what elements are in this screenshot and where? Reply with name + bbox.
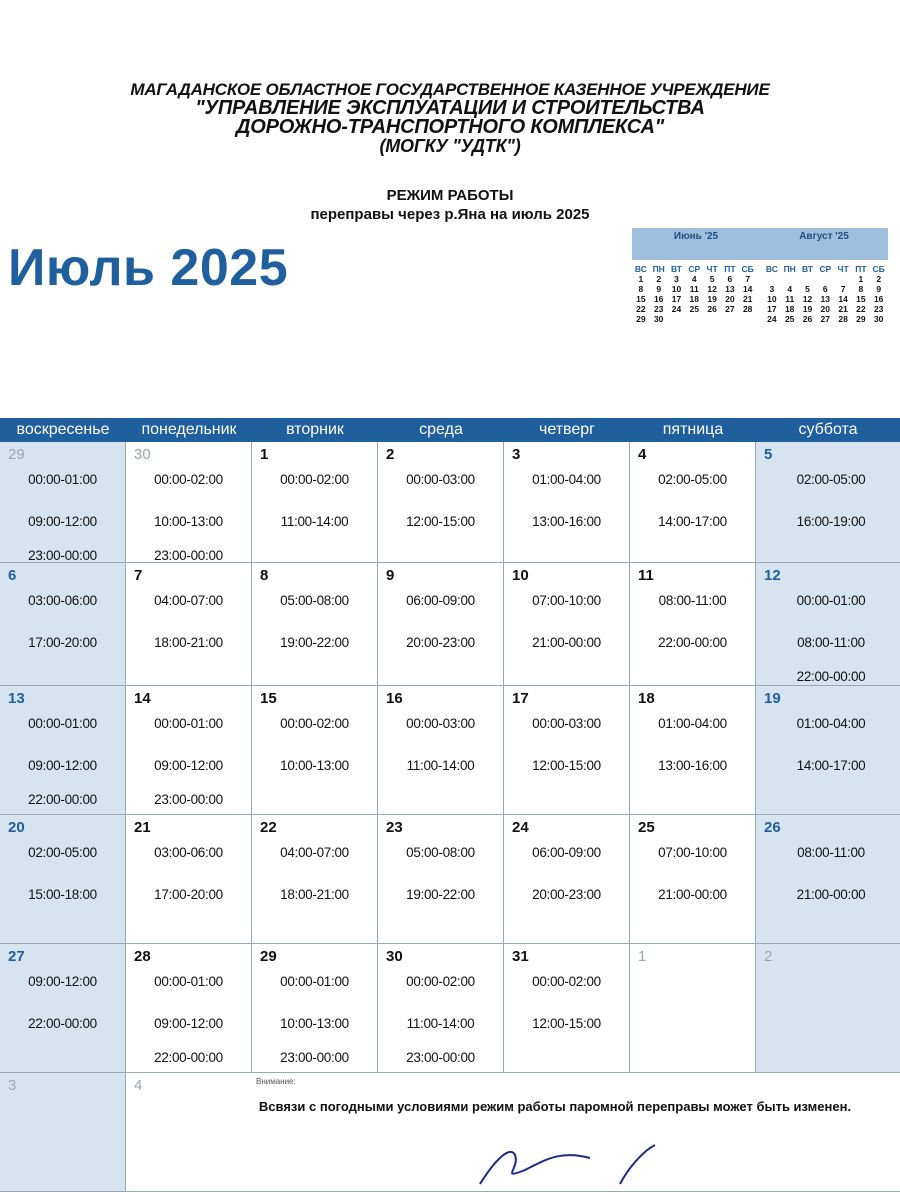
time-slot: 10:00-13:00 <box>280 1016 349 1031</box>
day-number: 10 <box>512 567 529 584</box>
mini-day <box>721 314 739 324</box>
mini-day <box>816 274 834 284</box>
time-slot: 00:00-01:00 <box>154 974 223 989</box>
time-slot: 00:00-02:00 <box>280 472 349 487</box>
day-cell <box>126 944 252 1072</box>
time-slot: 13:00-16:00 <box>658 758 727 773</box>
weekday-1: понедельник <box>141 421 237 438</box>
day-cell <box>0 815 126 943</box>
day-number: 12 <box>764 567 781 584</box>
day-cell <box>378 442 504 562</box>
weekday-2: вторник <box>286 421 344 438</box>
mini-day: 3 <box>674 274 679 284</box>
time-slot: 00:00-01:00 <box>280 974 349 989</box>
time-slot: 12:00-15:00 <box>406 514 475 529</box>
time-slot: 13:00-16:00 <box>532 514 601 529</box>
mini-day: 4 <box>787 284 793 294</box>
mini-day: 26 <box>707 304 717 314</box>
day-cell <box>126 686 252 814</box>
mini-day: 11 <box>785 294 795 304</box>
mini-dow-label: ВТ <box>670 264 682 274</box>
signature-icon <box>470 1140 690 1185</box>
day-cell <box>756 442 900 562</box>
weekday-header <box>0 418 900 442</box>
mini-day: 2 <box>876 274 882 284</box>
mini-month-june <box>632 264 757 324</box>
time-slot: 07:00-10:00 <box>532 593 601 608</box>
mini-day: 16 <box>653 294 664 304</box>
mini-dow-label: ЧТ <box>837 264 849 274</box>
time-slot: 15:00-18:00 <box>28 887 97 902</box>
mini-day: 29 <box>856 314 866 324</box>
mini-day: 7 <box>840 284 846 294</box>
mini-day: 21 <box>838 304 848 314</box>
mini-day <box>703 314 721 324</box>
mini-day: 5 <box>805 284 810 294</box>
day-number: 17 <box>512 690 529 707</box>
mini-week-row <box>632 284 757 294</box>
day-number: 8 <box>260 567 269 584</box>
day-cell <box>378 563 504 685</box>
day-number: 30 <box>386 948 403 965</box>
time-slot: 20:00-23:00 <box>532 887 601 902</box>
mini-dow-label: СР <box>688 264 701 274</box>
day-number: 3 <box>512 446 521 463</box>
mini-day: 8 <box>858 284 864 294</box>
day-number: 2 <box>386 446 395 463</box>
day-cell <box>504 563 630 685</box>
time-slot: 04:00-07:00 <box>154 593 223 608</box>
mini-day: 1 <box>638 274 644 284</box>
time-slot: 14:00-17:00 <box>658 514 727 529</box>
day-cell <box>504 686 630 814</box>
mini-day: 20 <box>820 304 831 314</box>
day-number: 24 <box>512 819 529 836</box>
mini-week-row <box>763 314 888 324</box>
day-cell <box>630 686 756 814</box>
mini-week-row <box>632 294 757 304</box>
day-cell <box>504 944 630 1072</box>
mini-dow-row <box>632 264 757 274</box>
mini-day: 13 <box>725 284 735 294</box>
mini-dow-label: ВТ <box>801 264 813 274</box>
mini-day: 10 <box>671 284 682 294</box>
day-cell <box>0 1073 126 1191</box>
day-number: 4 <box>134 1077 143 1094</box>
time-slot: 00:00-02:00 <box>154 472 223 487</box>
mini-dow-label: ПТ <box>724 264 736 274</box>
mini-day: 29 <box>636 314 646 324</box>
day-number: 28 <box>134 948 151 965</box>
time-slot: 04:00-07:00 <box>280 845 349 860</box>
time-slot: 02:00-05:00 <box>796 472 866 487</box>
time-slot: 21:00-00:00 <box>658 887 727 902</box>
mini-day <box>739 314 757 324</box>
time-slot: 19:00-22:00 <box>280 635 349 650</box>
time-slot: 22:00-00:00 <box>796 669 866 684</box>
mini-day: 19 <box>707 294 717 304</box>
day-cell <box>630 442 756 562</box>
day-number: 18 <box>638 690 655 707</box>
time-slot: 00:00-02:00 <box>280 716 349 731</box>
time-slot: 05:00-08:00 <box>406 845 475 860</box>
week-row <box>0 442 900 563</box>
time-slot: 23:00-00:00 <box>406 1050 475 1065</box>
mini-day: 30 <box>873 314 884 324</box>
day-cell <box>252 815 378 943</box>
mini-dow-label: СБ <box>872 264 885 274</box>
mini-day: 6 <box>822 284 828 294</box>
time-slot: 00:00-03:00 <box>406 472 475 487</box>
day-cell <box>0 442 126 562</box>
mini-week-row <box>763 274 888 284</box>
day-cell <box>378 815 504 943</box>
schedule-subtitle: переправы через р.Яна на июль 2025 <box>310 206 590 223</box>
mini-day: 26 <box>802 314 813 324</box>
day-number: 26 <box>764 819 781 836</box>
mini-week-row <box>632 274 757 284</box>
time-slot: 22:00-00:00 <box>154 1050 223 1065</box>
time-slot: 01:00-04:00 <box>796 716 866 731</box>
mini-day: 25 <box>689 304 700 314</box>
time-slot: 20:00-23:00 <box>406 635 475 650</box>
day-number: 25 <box>638 819 655 836</box>
mini-day: 25 <box>784 314 795 324</box>
time-slot: 11:00-14:00 <box>406 1016 475 1031</box>
time-slot: 09:00-12:00 <box>28 758 97 773</box>
mini-day: 14 <box>742 284 753 294</box>
time-slot: 00:00-03:00 <box>406 716 475 731</box>
schedule-heading <box>0 186 900 224</box>
weekday-3: среда <box>419 421 463 438</box>
mini-months-body <box>632 264 888 324</box>
mini-dow-label: ПН <box>783 264 796 274</box>
mini-day: 22 <box>636 304 646 314</box>
day-cell <box>252 563 378 685</box>
day-cell <box>0 944 126 1072</box>
time-slot: 22:00-00:00 <box>658 635 727 650</box>
day-cell <box>756 563 900 685</box>
mini-day: 22 <box>856 304 866 314</box>
header-line-1: МАГАДАНСКОЕ ОБЛАСТНОЕ ГОСУДАРСТВЕННОЕ КАЗЕННОЕ УЧРЕЖДЕНИЕ <box>130 80 770 99</box>
mini-dow-label: ВС <box>634 264 647 274</box>
time-slot: 00:00-03:00 <box>532 716 601 731</box>
mini-day: 2 <box>656 274 662 284</box>
day-cell <box>504 442 630 562</box>
day-cell <box>252 686 378 814</box>
time-slot: 06:00-09:00 <box>406 593 475 608</box>
mini-day: 6 <box>727 274 733 284</box>
mini-day: 27 <box>725 304 735 314</box>
mini-week-row <box>763 294 888 304</box>
mini-calendar <box>632 228 888 324</box>
time-slot: 00:00-01:00 <box>28 716 97 731</box>
time-slot: 02:00-05:00 <box>658 472 727 487</box>
day-number: 3 <box>8 1077 17 1094</box>
day-number: 23 <box>386 819 403 836</box>
day-cell <box>504 815 630 943</box>
day-number: 19 <box>764 690 781 707</box>
mini-day: 14 <box>838 294 848 304</box>
time-slot: 00:00-02:00 <box>406 974 475 989</box>
time-slot: 03:00-06:00 <box>28 593 97 608</box>
day-cell <box>630 563 756 685</box>
day-number: 29 <box>8 446 25 463</box>
week-row <box>0 563 900 686</box>
mini-day: 17 <box>671 294 682 304</box>
mini-day: 8 <box>638 284 644 294</box>
time-slot: 08:00-11:00 <box>797 845 865 860</box>
time-slot: 21:00-00:00 <box>796 887 866 902</box>
mini-day: 3 <box>769 284 775 294</box>
mini-calendar-header <box>632 228 888 260</box>
time-slot: 11:00-14:00 <box>280 514 349 529</box>
mini-dow-label: ВС <box>765 264 778 274</box>
mini-day: 19 <box>802 304 813 314</box>
mini-month-august <box>763 264 888 324</box>
time-slot: 23:00-00:00 <box>28 548 97 563</box>
day-number: 16 <box>386 690 403 707</box>
time-slot: 21:00-00:00 <box>532 635 601 650</box>
time-slot: 18:00-21:00 <box>280 887 349 902</box>
mini-day: 11 <box>689 284 699 294</box>
mini-day: 12 <box>802 294 813 304</box>
weekday-6: суббота <box>798 421 858 438</box>
time-slot: 02:00-05:00 <box>28 845 97 860</box>
time-slot: 10:00-13:00 <box>280 758 349 773</box>
mini-dow-label: ПН <box>652 264 665 274</box>
time-slot: 08:00-11:00 <box>658 593 727 608</box>
mini-dow-row <box>763 264 888 274</box>
day-number: 6 <box>8 567 17 584</box>
mini-week-row <box>763 304 888 314</box>
time-slot: 10:00-13:00 <box>154 514 223 529</box>
day-number: 22 <box>260 819 277 836</box>
time-slot: 09:00-12:00 <box>28 974 97 989</box>
day-cell <box>126 1073 270 1191</box>
day-number: 1 <box>638 948 647 965</box>
mini-day <box>685 314 703 324</box>
day-number: 11 <box>638 567 654 584</box>
mini-dow-label: СР <box>819 264 832 274</box>
time-slot: 23:00-00:00 <box>154 792 223 807</box>
mini-day: 1 <box>858 274 864 284</box>
time-slot: 09:00-12:00 <box>28 514 97 529</box>
mini-day: 13 <box>820 294 831 304</box>
weekday-4: четверг <box>539 421 595 438</box>
time-slot: 17:00-20:00 <box>28 635 97 650</box>
mini-day: 27 <box>820 314 831 324</box>
schedule-title: РЕЖИМ РАБОТЫ <box>386 187 514 204</box>
time-slot: 03:00-06:00 <box>154 845 223 860</box>
time-slot: 19:00-22:00 <box>406 887 475 902</box>
day-number: 21 <box>134 819 151 836</box>
time-slot: 23:00-00:00 <box>154 548 223 563</box>
notice-label: Внимание: <box>256 1077 296 1086</box>
time-slot: 09:00-12:00 <box>154 1016 223 1031</box>
time-slot: 16:00-19:00 <box>796 514 866 529</box>
mini-day <box>834 274 852 284</box>
time-slot: 18:00-21:00 <box>154 635 223 650</box>
day-cell <box>0 563 126 685</box>
day-number: 27 <box>8 948 25 965</box>
day-number: 4 <box>638 446 647 463</box>
day-cell <box>756 686 900 814</box>
day-number: 2 <box>764 948 773 965</box>
mini-day: 21 <box>742 294 753 304</box>
notice-text: Всвязи с погодными условиями режим работы паромной переправы может быть изменен. <box>258 1099 852 1114</box>
time-slot: 17:00-20:00 <box>154 887 223 902</box>
month-title: Июль 2025 <box>8 239 289 297</box>
day-number: 7 <box>134 567 143 584</box>
weekday-0: воскресенье <box>16 421 110 438</box>
mini-week-row <box>632 314 757 324</box>
mini-week-row <box>763 284 888 294</box>
mini-day <box>781 274 799 284</box>
week-row <box>0 944 900 1073</box>
mini-day: 24 <box>767 314 777 324</box>
time-slot: 01:00-04:00 <box>532 472 601 487</box>
mini-week-row <box>632 304 757 314</box>
time-slot: 23:00-00:00 <box>280 1050 349 1065</box>
week-row <box>0 686 900 815</box>
time-slot: 00:00-02:00 <box>532 974 601 989</box>
day-number: 14 <box>134 690 151 707</box>
mini-day: 30 <box>653 314 664 324</box>
day-number: 20 <box>8 819 25 836</box>
header-line-4: (МОГКУ "УДТК") <box>379 136 521 156</box>
time-slot: 05:00-08:00 <box>280 593 349 608</box>
header-line-3: ДОРОЖНО-ТРАНСПОРТНОГО КОМПЛЕКСА" <box>235 116 665 138</box>
mini-day <box>668 314 686 324</box>
time-slot: 12:00-15:00 <box>532 1016 601 1031</box>
time-slot: 00:00-01:00 <box>796 593 866 608</box>
time-slot: 06:00-09:00 <box>532 845 601 860</box>
time-slot: 09:00-12:00 <box>154 758 223 773</box>
mini-day: 18 <box>689 294 700 304</box>
day-cell <box>378 686 504 814</box>
time-slot: 22:00-00:00 <box>28 792 97 807</box>
day-cell <box>378 944 504 1072</box>
mini-day: 17 <box>767 304 777 314</box>
time-slot: 00:00-01:00 <box>154 716 223 731</box>
day-cell <box>630 944 756 1072</box>
time-slot: 12:00-15:00 <box>532 758 601 773</box>
day-number: 1 <box>260 446 269 463</box>
mini-day <box>799 274 817 284</box>
mini-day: 23 <box>653 304 664 314</box>
mini-day: 7 <box>745 274 751 284</box>
mini-day: 15 <box>636 294 646 304</box>
mini-dow-label: СБ <box>741 264 754 274</box>
day-number: 30 <box>134 446 151 463</box>
day-cell <box>756 815 900 943</box>
header-line-2: "УПРАВЛЕНИЕ ЭКСПЛУАТАЦИИ И СТРОИТЕЛЬСТВА <box>195 97 705 119</box>
day-cell <box>252 944 378 1072</box>
time-slot: 01:00-04:00 <box>658 716 727 731</box>
day-cell <box>252 442 378 562</box>
mini-day: 9 <box>876 284 882 294</box>
time-slot: 07:00-10:00 <box>658 845 727 860</box>
day-cell <box>126 563 252 685</box>
mini-day <box>763 274 781 284</box>
time-slot: 22:00-00:00 <box>28 1016 97 1031</box>
time-slot: 14:00-17:00 <box>796 758 866 773</box>
day-number: 29 <box>260 948 277 965</box>
mini-day: 16 <box>873 294 884 304</box>
day-number: 15 <box>260 690 277 707</box>
time-slot: 00:00-01:00 <box>28 472 97 487</box>
mini-month-august: Август '25 <box>799 231 849 242</box>
day-cell <box>0 686 126 814</box>
mini-day: 12 <box>707 284 717 294</box>
weekday-5: пятница <box>662 421 724 438</box>
mini-day: 20 <box>725 294 735 304</box>
org-header <box>0 80 900 156</box>
mini-dow-label: ПТ <box>855 264 867 274</box>
mini-day: 28 <box>838 314 848 324</box>
mini-dow-label: ЧТ <box>706 264 718 274</box>
mini-day: 10 <box>767 294 777 304</box>
time-slot: 11:00-14:00 <box>406 758 475 773</box>
day-cell <box>126 815 252 943</box>
time-slot: 08:00-11:00 <box>797 635 865 650</box>
mini-day: 15 <box>856 294 866 304</box>
mini-day: 4 <box>691 274 697 284</box>
mini-day: 5 <box>709 274 715 284</box>
mini-month-june: Июнь '25 <box>673 231 719 242</box>
day-number: 9 <box>386 567 395 584</box>
mini-day: 9 <box>656 284 662 294</box>
mini-day: 28 <box>742 304 753 314</box>
day-cell <box>756 944 900 1072</box>
mini-day: 24 <box>671 304 682 314</box>
mini-day: 23 <box>873 304 884 314</box>
day-cell <box>630 815 756 943</box>
day-cell <box>126 442 252 562</box>
week-row <box>0 815 900 944</box>
day-number: 13 <box>8 690 25 707</box>
day-number: 31 <box>512 948 529 965</box>
day-number: 5 <box>764 446 773 463</box>
mini-day: 18 <box>784 304 795 314</box>
